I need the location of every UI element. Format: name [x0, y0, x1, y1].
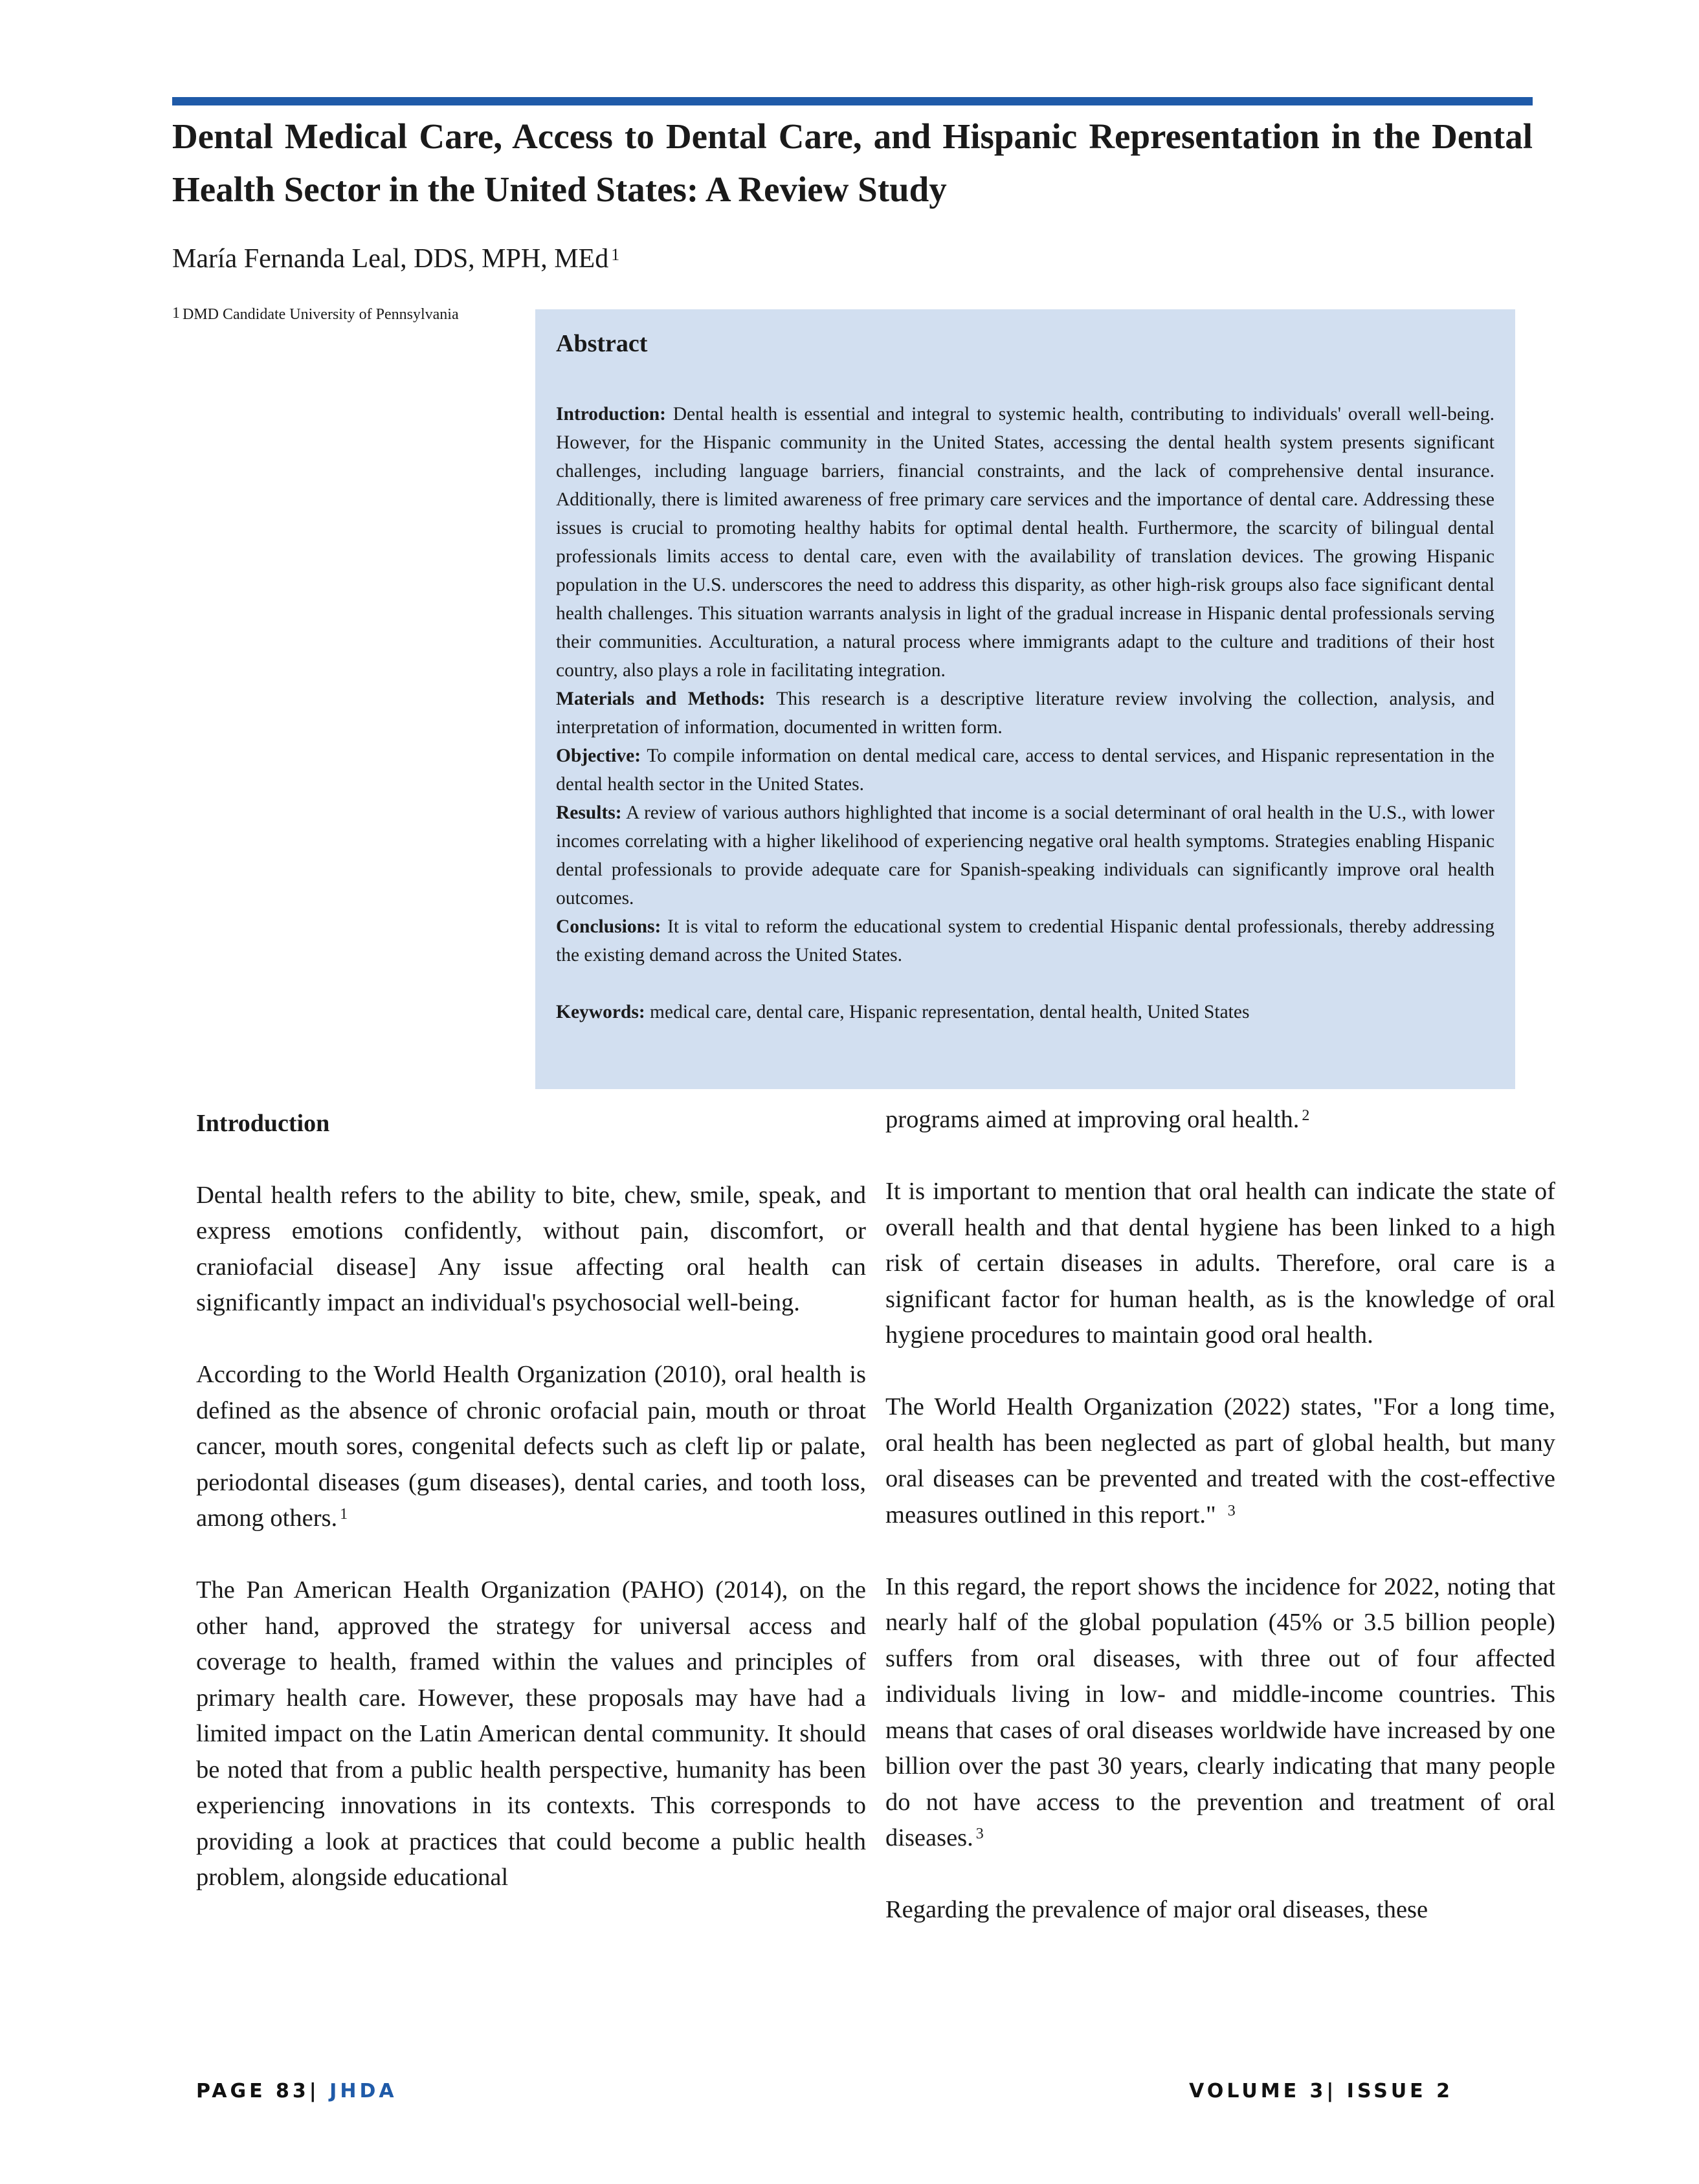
affiliation-superscript: 1	[172, 305, 180, 322]
reference-superscript: 3	[1227, 1502, 1236, 1519]
paragraph	[885, 1389, 1555, 1533]
author-name: María Fernanda Leal, DDS, MPH, MEd	[172, 244, 609, 274]
abstract-introduction-label: Introduction:	[556, 404, 666, 425]
abstract-keywords-label: Keywords:	[556, 1002, 645, 1022]
paragraph-text: The World Health Organization (2022) states, "For a long time, oral health has been neglected as part of global health, but many oral diseases can be prevented and treated with the cost-effective measures outlined in this report."	[885, 1393, 1555, 1528]
author-superscript: 1	[611, 245, 620, 264]
abstract-introduction-text: Dental health is essential and integral to systemic health, contributing to individuals' overall well-being. However, for the Hispanic community in the United States, accessing the dental health system presents significant challenges, including language barriers, financial constraints, and the lack of comprehensive dental insurance. Additionally, there is limited awareness of free primary care services and the importance of dental care. Addressing these issues is crucial to promoting healthy habits for optimal dental health. Furthermore, the scarcity of bilingual dental professionals limits access to dental care, even with the availability of translation devices. The growing Hispanic population in the U.S. underscores the need to address this disparity, as other high-risk groups also face significant dental health challenges. This situation warrants analysis in light of the gradual increase in Hispanic dental professionals serving their communities. Acculturation, a natural process where immigrants adapt to the culture and traditions of their host country, also plays a role in facilitating integration.	[556, 404, 1495, 681]
abstract-keywords-text: medical care, dental care, Hispanic representation, dental health, United States	[650, 1002, 1250, 1022]
abstract-conclusions-label: Conclusions:	[556, 916, 661, 937]
paragraph-text: programs aimed at improving oral health.	[885, 1106, 1300, 1133]
abstract-introduction	[556, 400, 1494, 685]
body-column-right	[885, 1102, 1555, 1964]
paragraph: Dental health refers to the ability to bite, chew, smile, speak, and express emotions confidently, without pain, discomfort, or craniofacial disease] Any issue affecting oral health can significantly impact an individual's psychosocial well-being.	[196, 1181, 866, 1316]
affiliation-text: DMD Candidate University of Pennsylvania	[183, 306, 459, 323]
abstract-methods-text: This research is a descriptive literature review involving the collection, analysis, and interpretation of information, documented in written form.	[556, 689, 1494, 738]
reference-superscript: 2	[1302, 1107, 1310, 1124]
affiliation	[172, 304, 459, 325]
abstract-objective-text: To compile information on dental medical care, access to dental services, and Hispanic representation in the dental health sector in the United States.	[556, 745, 1494, 795]
paragraph	[885, 1569, 1555, 1857]
author-line	[172, 241, 619, 277]
abstract-methods	[556, 685, 1494, 742]
reference-superscript: 1	[340, 1506, 348, 1523]
abstract-body	[556, 400, 1494, 1026]
abstract-objective	[556, 742, 1494, 799]
footer-journal: JHDA	[329, 2080, 397, 2102]
abstract-results	[556, 799, 1494, 912]
paragraph: The Pan American Health Organization (PAHO) (2014), on the other hand, approved the strategy for universal access and coverage to health, framed within the values and principles of primary health care. However, these proposals may have had a limited impact on the Latin American dental community. It should be noted that from a public health perspective, humanity has been experiencing innovations in its contexts. This corresponds to providing a look at practices that could become a public health problem, alongside educational	[196, 1576, 866, 1891]
reference-superscript: 3	[975, 1826, 984, 1842]
header-rule	[172, 97, 1533, 105]
paragraph: Regarding the prevalence of major oral diseases, these	[885, 1896, 1428, 1923]
abstract-methods-label: Materials and Methods:	[556, 689, 766, 709]
paragraph: It is important to mention that oral health can indicate the state of overall health and that dental hygiene has been linked to a high risk of certain diseases in adults. Therefore, oral care is a significant factor for human health, as is the knowledge of oral hygiene procedures to maintain good oral health.	[885, 1178, 1555, 1349]
section-heading-introduction: Introduction	[196, 1110, 330, 1137]
footer-volume: VOLUME 3| ISSUE 2	[1189, 2080, 1453, 2102]
abstract-objective-label: Objective:	[556, 745, 641, 766]
abstract-conclusions	[556, 912, 1494, 969]
paragraph	[196, 1357, 866, 1537]
body-column-left	[196, 1106, 866, 1932]
abstract-results-label: Results:	[556, 802, 622, 823]
abstract-results-text: A review of various authors highlighted that income is a social determinant of oral health in the U.S., with lower incomes correlating with a higher likelihood of experiencing negative oral health symptoms. Strategies enabling Hispanic dental professionals to provide adequate care for Spanish-speaking individuals can significantly improve oral health outcomes.	[556, 802, 1495, 909]
footer-page	[196, 2079, 397, 2104]
abstract-heading: Abstract	[556, 330, 648, 357]
paragraph-text: According to the World Health Organization (2010), oral health is defined as the absence of chronic orofacial pain, mouth or throat cancer, mouth sores, congenital defects such as cleft lip or palate, periodontal diseases (gum diseases), dental caries, and tooth loss, among others.	[196, 1361, 866, 1532]
footer-page-number: PAGE 83|	[196, 2080, 320, 2102]
paragraph	[885, 1102, 1555, 1138]
article-title: Dental Medical Care, Access to Dental Care, and Hispanic Representation in the Dental Health Sector in the United States: A Review Study	[172, 116, 1533, 209]
abstract-box	[535, 309, 1515, 1089]
abstract-keywords	[556, 998, 1494, 1026]
paragraph-text: In this regard, the report shows the incidence for 2022, noting that nearly half of the global population (45% or 3.5 billion people) suffers from oral diseases, with three out of four affected individuals living in low- and middle-income countries. This means that cases of oral diseases worldwide have increased by one billion over the past 30 years, clearly indicating that many people do not have access to the prevention and treatment of oral diseases.	[885, 1572, 1555, 1851]
abstract-conclusions-text: It is vital to reform the educational system to credential Hispanic dental professionals, thereby addressing the existing demand across the United States.	[556, 916, 1495, 965]
